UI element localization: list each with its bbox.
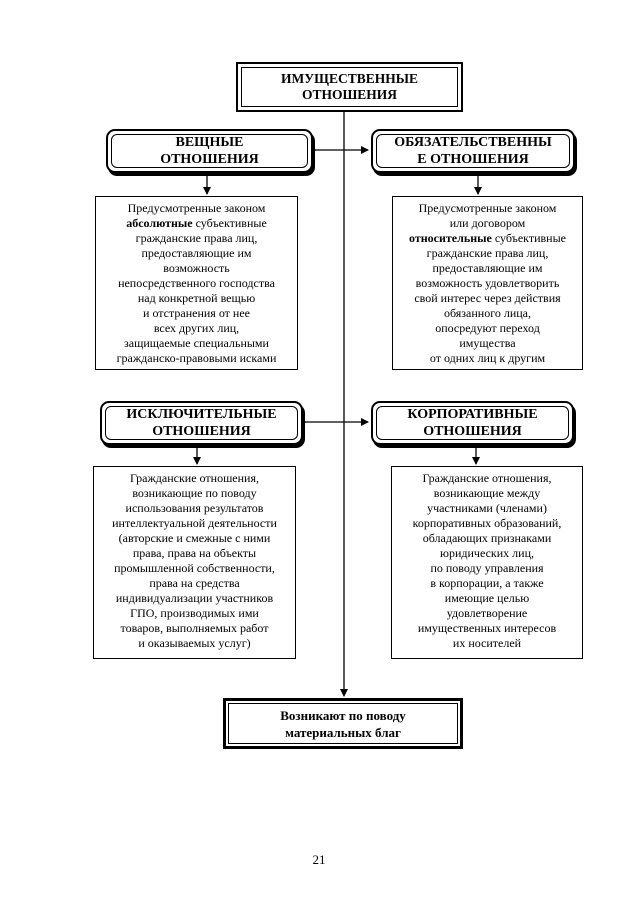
top-line-1: ИМУЩЕСТВЕННЫЕ: [280, 71, 418, 86]
obyaz-desc-line: от одних лиц к другим: [429, 351, 546, 365]
obyaz-desc-rest: субъективные: [491, 231, 566, 245]
iskl-desc-line: Гражданские отношения,: [130, 471, 259, 485]
obyaz-desc-line: обязанного лица,: [443, 306, 532, 320]
veshchnye-desc-line: возможность: [163, 261, 230, 275]
iskl-desc-line: возникающие по поводу: [132, 486, 257, 500]
veshchnye-desc-line: гражданско-правовыми исками: [116, 351, 277, 365]
veshchnye-desc-line: [126, 216, 267, 231]
obyaz-desc-line: имущества: [459, 336, 516, 350]
iskl-desc-line: права, права на объекты: [132, 546, 257, 560]
korp-desc-line: корпоративных образований,: [412, 516, 562, 530]
obyazatelstvennye-heading-box: [371, 129, 575, 173]
korp-desc-line: имеющие целью: [444, 591, 530, 605]
obyaz-desc-bold: относительные: [409, 231, 492, 245]
obyaz-desc-line: возможность удовлетворить: [415, 276, 560, 290]
korp-desc-line: возникающие между: [433, 486, 541, 500]
obyaz-title-1: ОБЯЗАТЕЛЬСТВЕННЫ: [394, 135, 552, 150]
obyaz-title-2: Е ОТНОШЕНИЯ: [417, 152, 529, 167]
iskl-desc-line: и оказываемых услуг): [138, 636, 251, 650]
iskl-title-2: ОТНОШЕНИЯ: [152, 424, 251, 439]
veshchnye-title-2: ОТНОШЕНИЯ: [160, 152, 259, 167]
bottom-line-2: материальных благ: [285, 724, 401, 740]
korporativnye-description-box: [391, 466, 583, 659]
korp-desc-line: юридических лиц,: [440, 546, 534, 560]
iskl-desc-line: товаров, выполняемых работ: [120, 621, 269, 635]
isklyuchitelnye-heading-box: [100, 401, 303, 445]
obyaz-desc-line: или договором: [449, 216, 526, 230]
veshchnye-desc-line: защищаемые специальными: [124, 336, 269, 350]
veshchnye-desc-line: Предусмотренные законом: [127, 201, 266, 215]
korporativnye-heading-box: [371, 401, 574, 445]
veshchnye-desc-line: предоставляющие им: [141, 246, 252, 260]
korp-desc-line: удовлетворение: [446, 606, 528, 620]
korp-desc-line: по поводу управления: [430, 561, 544, 575]
veshchnye-heading-box: [106, 129, 313, 173]
veshchnye-desc-line: всех других лиц,: [153, 321, 240, 335]
iskl-desc-line: ГПО, производимых ими: [130, 606, 259, 620]
korp-desc-line: их носителей: [452, 636, 522, 650]
page-number: 21: [312, 852, 326, 867]
obyaz-desc-line: предоставляющие им: [432, 261, 543, 275]
obyazatelstvennye-description-box: [392, 196, 583, 370]
veshchnye-desc-line: гражданские права лиц,: [135, 231, 258, 245]
isklyuchitelnye-description-box: [93, 466, 296, 659]
property-relations-box: [236, 62, 463, 112]
veshchnye-desc-line: непосредственного господства: [118, 276, 275, 290]
veshchnye-desc-bold: абсолютные: [126, 216, 193, 230]
korp-desc-line: Гражданские отношения,: [422, 471, 552, 485]
obyaz-desc-line: [409, 231, 566, 246]
obyaz-desc-line: опосредуют переход: [435, 321, 540, 335]
iskl-title-1: ИСКЛЮЧИТЕЛЬНЫЕ: [126, 407, 277, 422]
veshchnye-desc-line: над конкретной вещью: [137, 291, 256, 305]
obyaz-desc-line: свой интерес через действия: [414, 291, 561, 305]
veshchnye-desc-rest: субъективные: [192, 216, 267, 230]
korp-desc-line: обладающих признаками: [422, 531, 552, 545]
iskl-desc-line: использования результатов: [125, 501, 264, 515]
iskl-desc-line: индивидуализации участников: [115, 591, 274, 605]
korp-desc-line: в корпорации, а также: [430, 576, 544, 590]
iskl-desc-line: (авторские и смежные с ними: [118, 531, 271, 545]
bottom-line-1: Возникают по поводу: [280, 707, 406, 723]
iskl-desc-line: права на средства: [149, 576, 240, 590]
korp-desc-line: имущественных интересов: [417, 621, 557, 635]
veshchnye-title-1: ВЕЩНЫЕ: [175, 135, 244, 150]
obyaz-desc-line: Предусмотренные законом: [418, 201, 557, 215]
korp-title-1: КОРПОРАТИВНЫЕ: [407, 407, 538, 422]
material-goods-box: [223, 698, 463, 749]
iskl-desc-line: промышленной собственности,: [114, 561, 275, 575]
korp-desc-line: участниками (членами): [427, 501, 547, 515]
iskl-desc-line: интеллектуальной деятельности: [112, 516, 277, 530]
veshchnye-description-box: [95, 196, 298, 370]
veshchnye-desc-line: и отстранения от нее: [143, 306, 250, 320]
obyaz-desc-line: гражданские права лиц,: [426, 246, 549, 260]
korp-title-2: ОТНОШЕНИЯ: [423, 424, 522, 439]
top-line-2: ОТНОШЕНИЯ: [301, 87, 398, 102]
